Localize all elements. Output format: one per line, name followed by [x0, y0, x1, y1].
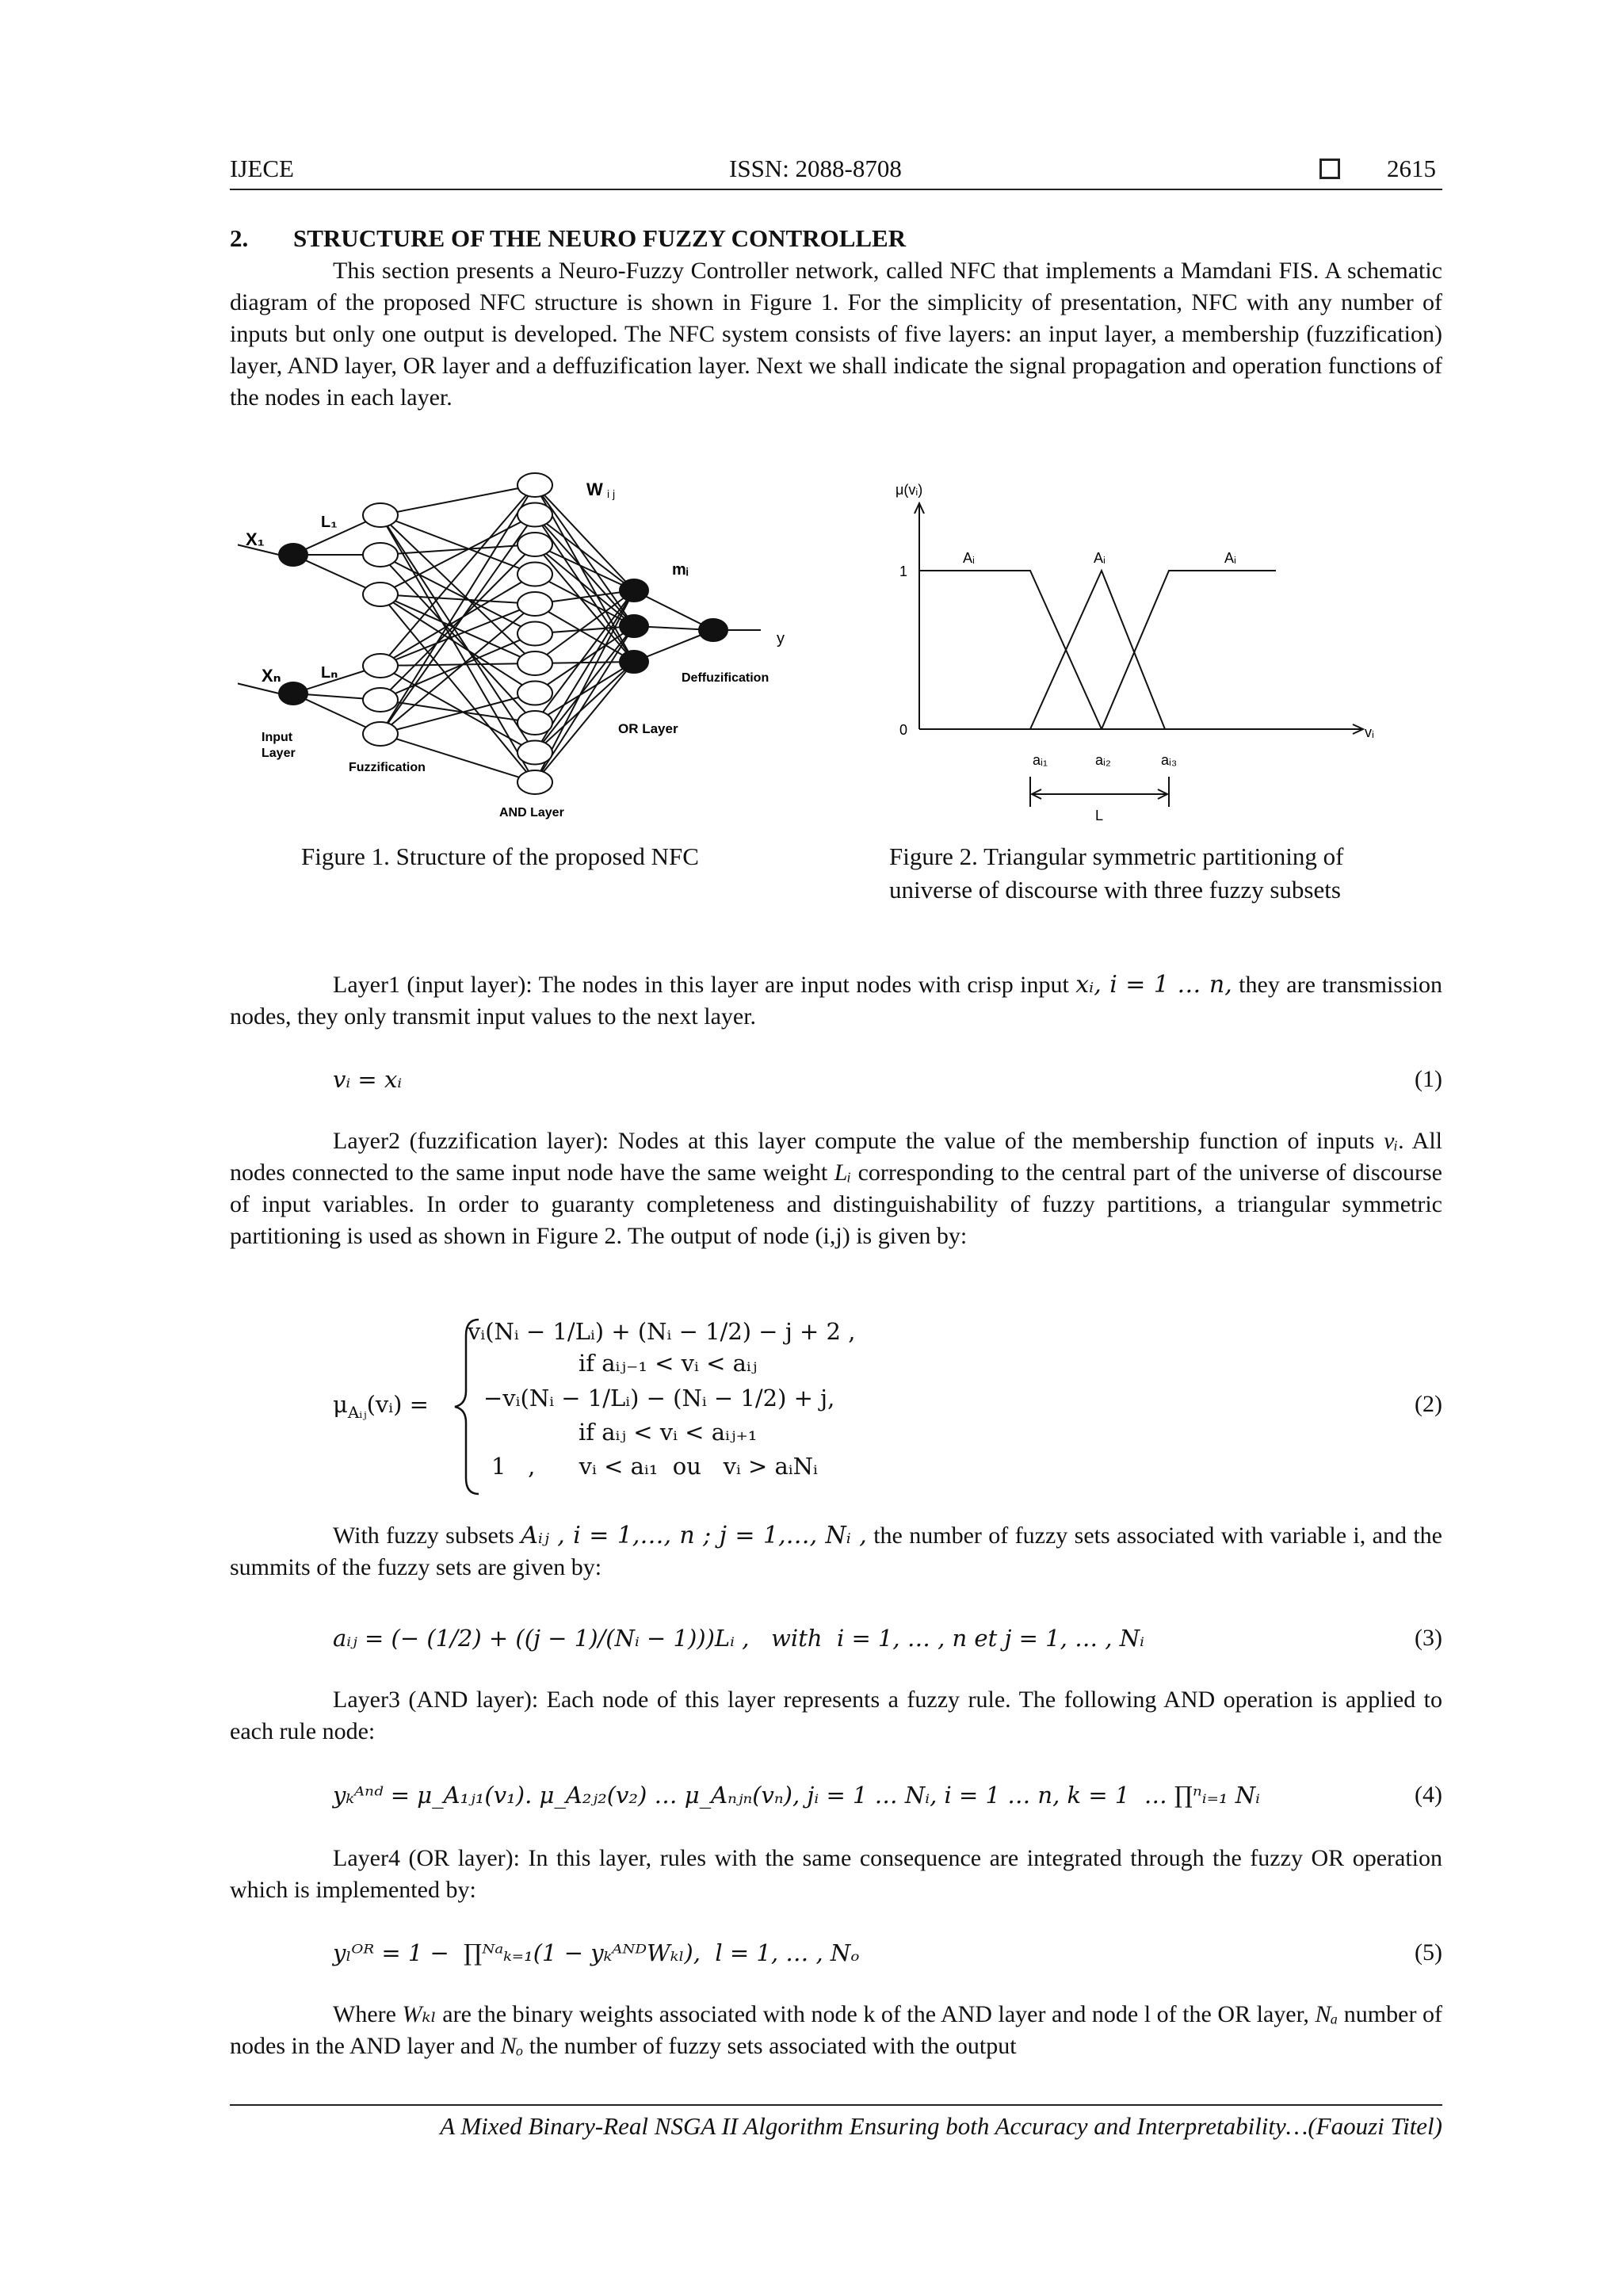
fig1-wij-subscript: i j: [607, 487, 616, 500]
fig1-fuzzification-node-1: [363, 503, 398, 527]
fig1-and-node-1: [517, 473, 552, 497]
fig1-fuzzification-node-3: [363, 583, 398, 606]
layer1-paragraph: Layer1 (input layer): The nodes in this layer are input nodes with crisp input xᵢ, i = 1 … n, they are transmission nodes, they only transmit input values to the next layer.: [230, 971, 1442, 1030]
fig2-ai3-label: aᵢ₃: [1161, 752, 1178, 768]
fig1-or-node-2: [620, 615, 648, 637]
fig1-and-node-9: [517, 711, 552, 735]
equation-5-number: (5): [1415, 1939, 1442, 1966]
fig2-vi-label: vᵢ: [1365, 724, 1374, 740]
box-icon: [1319, 159, 1340, 179]
fig2-set-1: [919, 571, 1102, 729]
figure-2-diagram: [880, 476, 1403, 824]
equation-3-number: (3): [1415, 1625, 1442, 1651]
fig1-output-node: [699, 619, 727, 641]
fig1-l1-label: L₁: [321, 514, 338, 531]
fig1-fuzzification-node-2: [363, 543, 398, 567]
fig1-input-node-2: [279, 682, 307, 705]
layer1-math: xᵢ, i = 1 … n,: [1075, 971, 1232, 999]
fig1-defuzz-label: Deffuzification: [682, 671, 769, 685]
fig1-or-layer-label: OR Layer: [618, 721, 678, 736]
fig1-input-node-1: [279, 544, 307, 566]
equation-2-number: (2): [1415, 1391, 1442, 1417]
fig2-mu-label: μ(vᵢ): [896, 482, 923, 498]
fig2-set-2: [1030, 571, 1165, 729]
equation-2-case-3: 1 , vᵢ < aᵢ₁ ou vᵢ > aᵢNᵢ: [491, 1453, 818, 1480]
fig2-ai1-label: aᵢ₁: [1033, 752, 1048, 768]
equation-1: vᵢ = xᵢ: [333, 1066, 403, 1093]
fig2-set-1-label: Aᵢ: [963, 550, 975, 566]
header-rule: [230, 189, 1442, 190]
figure-2-caption-line-1: Figure 2. Triangular symmetric partitioning of: [889, 842, 1344, 870]
figure-2-caption-line-2: universe of discourse with three fuzzy subsets: [889, 876, 1341, 904]
fig1-and-node-2: [517, 503, 552, 527]
fig1-and-node-6: [517, 622, 552, 646]
fig2-l-label: L: [1095, 808, 1104, 823]
fig1-or-node-1: [620, 579, 648, 602]
fuzzy-subsets-paragraph: With fuzzy subsets Aᵢⱼ , i = 1,…, n ; j = 1,…, Nᵢ , the number of fuzzy sets associated with variable i, and the summits of the fuzzy sets are given by:: [230, 1522, 1442, 1580]
fig1-fuzzification-label: Fuzzification: [349, 761, 426, 774]
fig1-and-node-11: [517, 770, 552, 794]
equation-1-number: (1): [1415, 1066, 1442, 1092]
fig1-and-node-3: [517, 533, 552, 556]
fig1-fuzzification-node-4: [363, 654, 398, 678]
where-paragraph: Where Wₖₗ are the binary weights associated with node k of the AND layer and node l of the OR layer, Nₐ number of nodes in the AND layer and Nₒ the number of fuzzy sets associated with the output: [230, 2001, 1442, 2059]
layer3-paragraph: Layer3 (AND layer): Each node of this layer represents a fuzzy rule. The following AND operation is applied to each rule node:: [230, 1687, 1442, 1744]
fig1-input-layer-2: Layer: [262, 747, 296, 760]
fig1-and-node-4: [517, 563, 552, 586]
fig1-x1-label: X₁: [246, 529, 265, 549]
running-footer: A Mixed Binary-Real NSGA II Algorithm Ensuring both Accuracy and Interpretability…(Faouzi Titel): [440, 2112, 1442, 2140]
equation-2-case-1: vᵢ(Nᵢ − 1/Lᵢ) + (Nᵢ − 1/2) − j + 2 ,: [468, 1318, 856, 1345]
equation-2-case-1-condition: if aᵢⱼ₋₁ < vᵢ < aᵢⱼ: [579, 1350, 758, 1377]
section-number: 2.: [230, 224, 249, 252]
fig1-y-label: y: [777, 630, 785, 648]
equation-5: yₗᴼᴿ = 1 − ∏ᴺᵃₖ₌₁(1 − yₖᴬᴺᴰWₖₗ), l = 1, … , Nₒ: [333, 1939, 860, 1966]
fig1-fuzzification-node-6: [363, 722, 398, 746]
fig2-ai2-label: aᵢ₂: [1095, 752, 1111, 768]
fig1-wij-label: W: [586, 479, 603, 499]
figure-1-diagram: [238, 468, 792, 832]
fig2-set-3: [1102, 571, 1276, 729]
page-number: 2615: [1387, 155, 1436, 182]
equation-4-number: (4): [1415, 1782, 1442, 1808]
layer4-paragraph: Layer4 (OR layer): In this layer, rules with the same consequence are integrated through the fuzzy OR operation which is implemented by:: [230, 1845, 1442, 1903]
equation-2-case-2-condition: if aᵢⱼ < vᵢ < aᵢⱼ₊₁: [579, 1419, 758, 1446]
section-title: STRUCTURE OF THE NEURO FUZZY CONTROLLER: [293, 224, 907, 252]
equation-3: aᵢⱼ = (− (1/2) + ((j − 1)/(Nᵢ − 1)))Lᵢ , with i = 1, … , n et j = 1, … , Nᵢ: [333, 1625, 1144, 1652]
fig1-and-node-5: [517, 592, 552, 616]
fig1-input-layer-1: Input: [262, 731, 293, 744]
fig1-mi-label: mᵢ: [672, 561, 689, 579]
footer-rule: [230, 2104, 1442, 2106]
fig2-zero-label: 0: [899, 722, 908, 738]
issn: ISSN: 2088-8708: [729, 155, 902, 182]
fig1-ln-label: Lₙ: [321, 664, 338, 682]
fig1-and-node-10: [517, 741, 552, 765]
equation-2-lhs: $\mu_{Aᵢⱼ}(vᵢ)$ =: [333, 1391, 429, 1422]
figure-1-caption: Figure 1. Structure of the proposed NFC: [301, 842, 699, 870]
fig1-and-node-8: [517, 682, 552, 705]
fig1-or-node-3: [620, 651, 648, 673]
fig2-one-label: 1: [899, 563, 908, 579]
fig1-and-layer-label: AND Layer: [499, 806, 564, 819]
journal-name: IJECE: [230, 155, 294, 182]
equation-2-case-2: −vᵢ(Nᵢ − 1/Lᵢ) − (Nᵢ − 1/2) + j,: [483, 1385, 835, 1412]
fig1-fuzzification-node-5: [363, 688, 398, 712]
fig1-xn-label: Xₙ: [262, 666, 281, 686]
intro-paragraph: This section presents a Neuro-Fuzzy Controller network, called NFC that implements a Mamdani FIS. A schematic diagram of the proposed NFC structure is shown in Figure 1. For the simplicity of presentation, NFC with any number of inputs but only one output is developed. The NFC system consists of five layers: an input layer, a membership (fuzzification) layer, AND layer, OR layer and a deffuzification layer. Next we shall indicate the signal propagation and operation functions of the nodes in each layer.: [230, 258, 1442, 411]
layer2-paragraph: Layer2 (fuzzification layer): Nodes at this layer compute the value of the membership function of inputs vᵢ. All nodes connected to the same input node have the same weight Lᵢ corresponding to the central part of the universe of discourse of input variables. In order to guaranty completeness and distinguishability of fuzzy partitions, a triangular symmetric partitioning is used as shown in Figure 2. The output of node (i,j) is given by:: [230, 1128, 1443, 1249]
fig1-and-node-7: [517, 651, 552, 675]
equation-4: yₖᴬⁿᵈ = μ_A₁ⱼ₁(v₁). μ_A₂ⱼ₂(v₂) … μ_Aₙⱼₙ(vₙ), jᵢ = 1 … Nᵢ, i = 1 … n, k = 1 … ∏ⁿᵢ₌₁ Nᵢ: [333, 1782, 1260, 1809]
fig2-set-3-label: Aᵢ: [1224, 550, 1236, 566]
fig2-set-2-label: Aᵢ: [1094, 550, 1106, 566]
